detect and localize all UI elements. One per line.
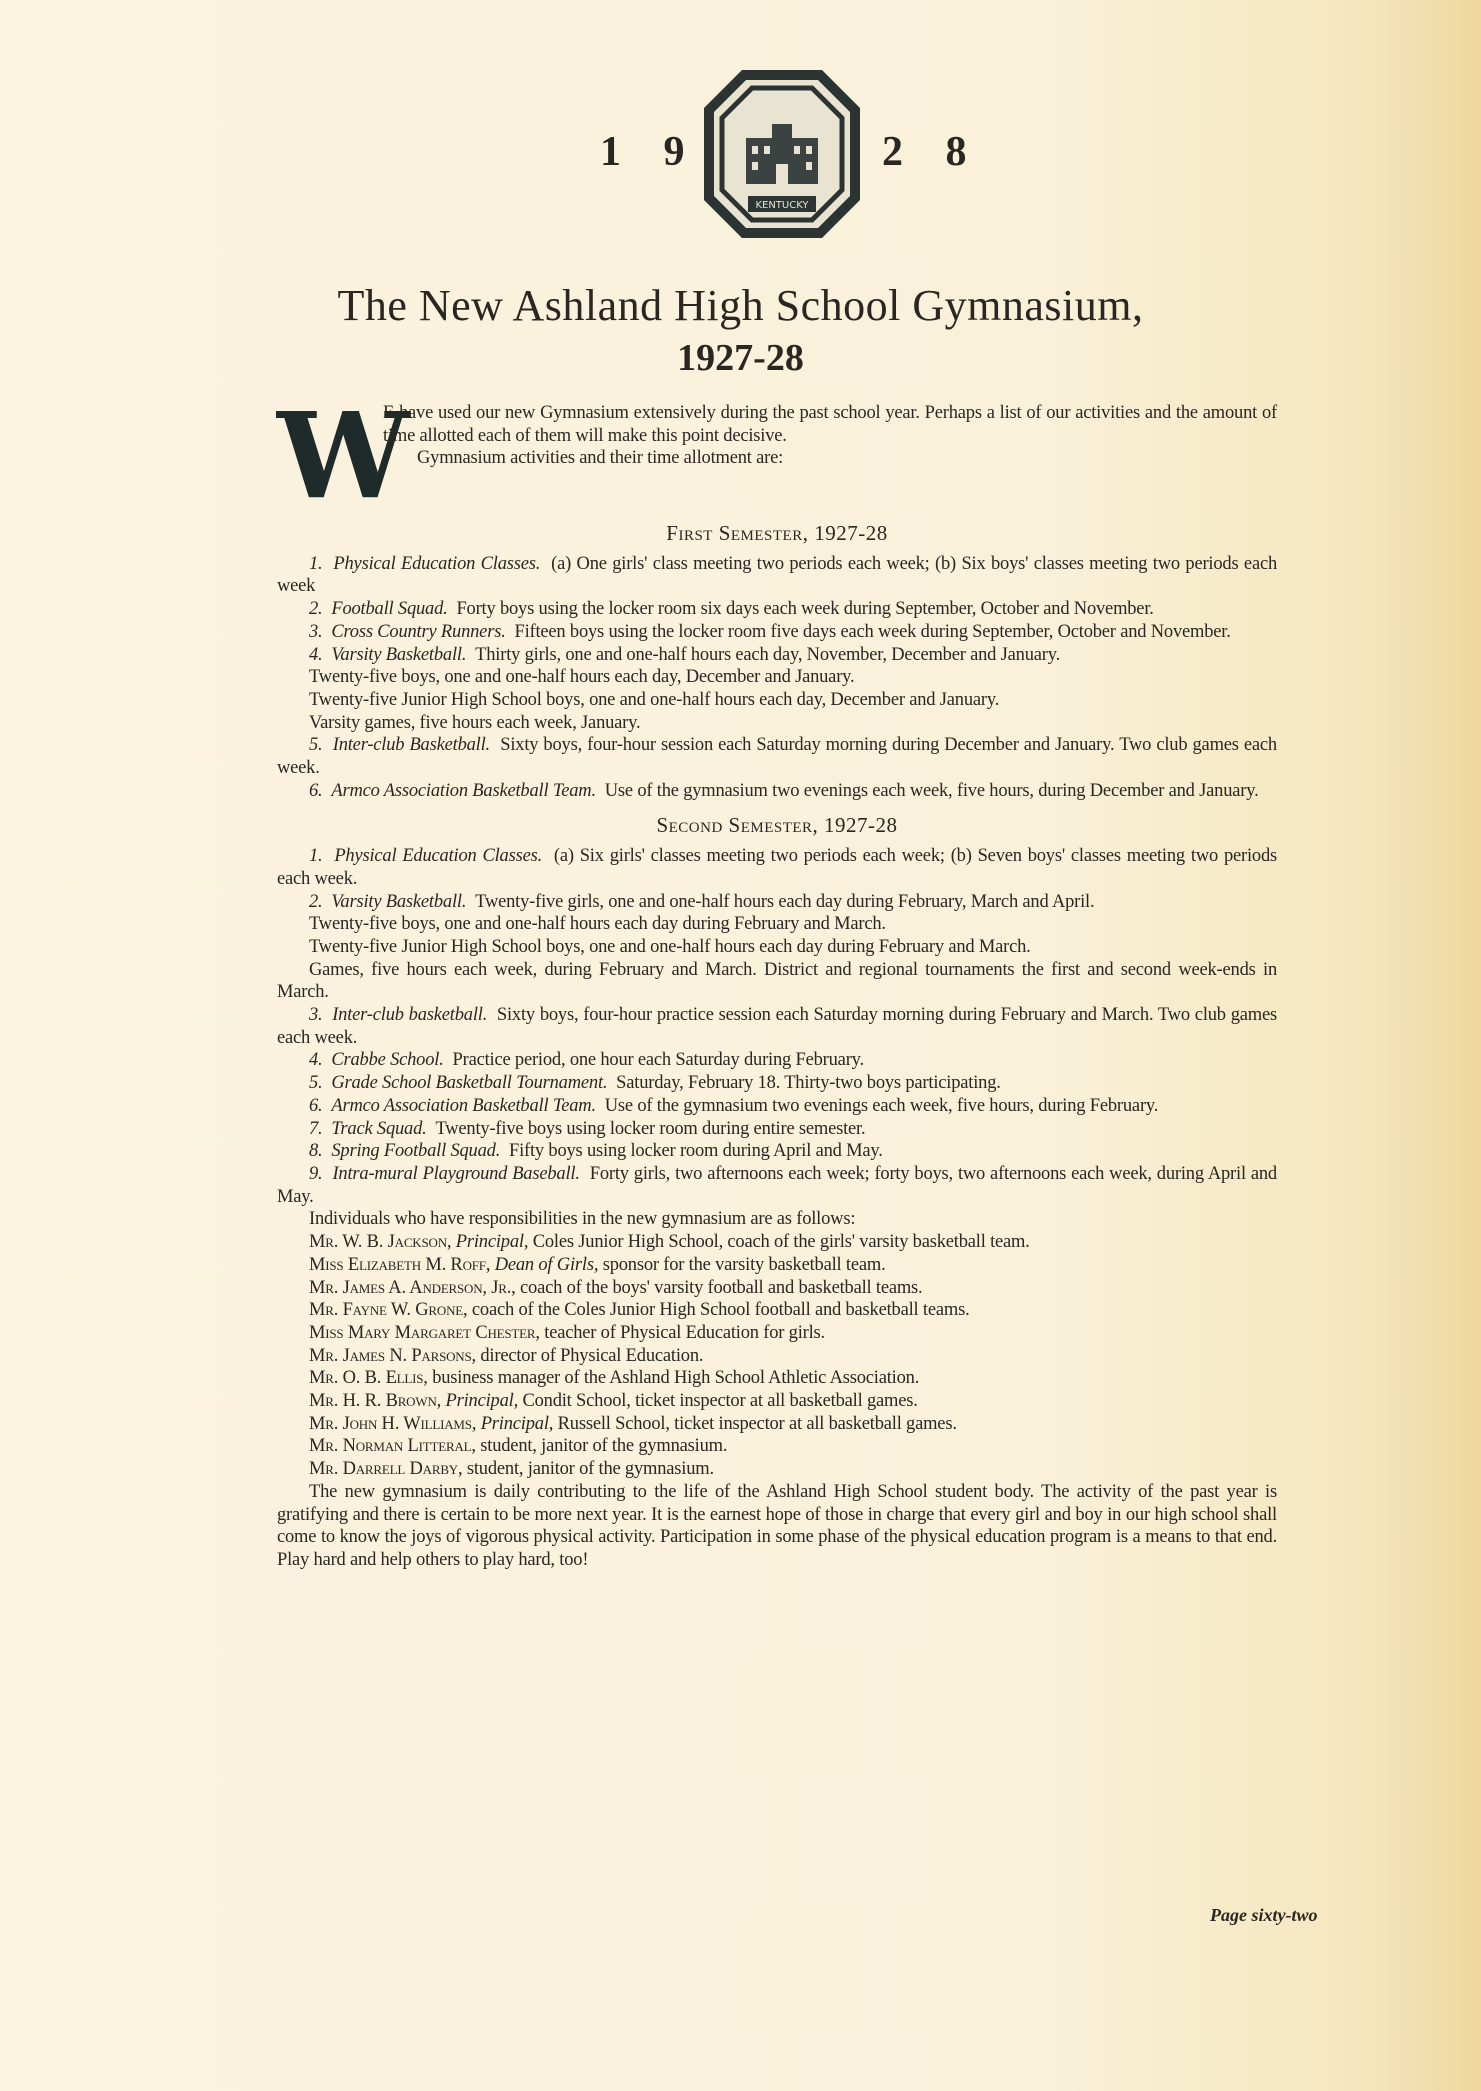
person-role: teacher of Physical Education for girls.	[544, 1322, 825, 1343]
activity-item	[277, 734, 1277, 779]
person-role: coach of the boys' varsity football and basketball teams.	[520, 1277, 923, 1298]
item-title: Armco Association Basketball Team.	[331, 1095, 596, 1116]
activity-item	[277, 666, 1277, 689]
person-role: sponsor for the varsity basketball team.	[602, 1254, 886, 1275]
person-title: Principal,	[455, 1232, 529, 1253]
item-title: Football Squad.	[331, 599, 448, 620]
item-number: 4.	[309, 1050, 323, 1071]
person-role: Coles Junior High School, coach of the girls' varsity basketball team.	[532, 1232, 1030, 1253]
activity-item	[277, 1163, 1277, 1208]
individual-entry	[277, 1299, 1277, 1322]
person-name: Miss Mary Margaret Chester,	[309, 1322, 540, 1343]
year-left: 1 9	[600, 129, 701, 175]
activity-item	[277, 598, 1277, 621]
item-title: Physical Education Classes.	[334, 846, 543, 867]
individual-entry	[277, 1322, 1277, 1345]
individual-entry	[277, 1277, 1277, 1300]
activity-item	[277, 1004, 1277, 1049]
activity-item	[277, 553, 1277, 598]
item-title: Armco Association Basketball Team.	[331, 780, 596, 801]
item-text: Twenty-five boys, one and one-half hours each day, December and January.	[309, 667, 855, 688]
activity-item	[277, 689, 1277, 712]
person-name: Mr. James A. Anderson, Jr.,	[309, 1277, 516, 1298]
second-semester-heading: Second Semester, 1927-28	[656, 813, 898, 838]
item-number: 8.	[309, 1141, 323, 1162]
individuals-list	[277, 1231, 1277, 1481]
item-number: 6.	[309, 1095, 323, 1116]
article-body	[277, 386, 1278, 1572]
item-text: Sixty boys, four-hour practice session each Saturday morning during February and March. Two club games each week.	[277, 1005, 1277, 1048]
item-text: Fifteen boys using the locker room five days each week during September, October and November.	[514, 621, 1231, 642]
item-text: Use of the gymnasium two evenings each week, five hours, during February.	[604, 1095, 1159, 1116]
item-text: Use of the gymnasium two evenings each week, five hours, during December and January.	[604, 780, 1259, 801]
activity-item	[277, 959, 1277, 1004]
person-role: coach of the Coles Junior High School football and basketball teams.	[471, 1300, 970, 1321]
page-title: The New Ashland High School Gymnasium,	[337, 281, 1144, 330]
person-role: Condit School, ticket inspector at all basketball games.	[522, 1391, 918, 1412]
item-number: 6.	[309, 780, 323, 801]
person-title: Principal,	[445, 1391, 519, 1412]
closing-paragraph: The new gymnasium is daily contributing to the life of the Ashland High School student body. The activity of the past year is gratifying and there is certain to be more next year. It is the earnest hope of those in charge that every girl and boy in our high school shall come to know the joys of vigorous physical activity. Participation in some phase of the physical education program is a means to that end. Play hard and help others to play hard, too!	[277, 1481, 1277, 1570]
individual-entry	[277, 1254, 1277, 1277]
person-name: Mr. W. B. Jackson,	[309, 1232, 452, 1253]
item-text: Varsity games, five hours each week, January.	[309, 712, 641, 733]
person-name: Mr. Norman Litteral,	[309, 1436, 476, 1457]
item-number: 4.	[309, 644, 323, 665]
item-text: Twenty-five boys using locker room during entire semester.	[435, 1118, 866, 1139]
item-title: Varsity Basketball.	[331, 644, 467, 665]
item-number: 3.	[309, 621, 323, 642]
item-text: Sixty boys, four-hour session each Saturday morning during December and January. Two club games each week.	[277, 735, 1277, 779]
person-role: Russell School, ticket inspector at all basketball games.	[557, 1413, 957, 1434]
item-text: (a) Six girls' classes meeting two periods each week; (b) Seven boys' classes meeting two periods each week.	[277, 846, 1277, 889]
item-number: 2.	[309, 599, 323, 620]
individual-entry	[277, 1367, 1277, 1390]
individuals-intro: Individuals who have responsibilities in the new gymnasium are as follows:	[309, 1209, 856, 1230]
individual-entry	[277, 1231, 1277, 1254]
item-number: 1.	[309, 846, 323, 867]
person-name: Mr. Darrell Darby,	[309, 1459, 463, 1480]
individual-entry	[277, 1390, 1277, 1413]
item-text: (a) One girls' class meeting two periods each week; (b) Six boys' classes meeting two periods each week	[277, 553, 1278, 597]
second-semester-list	[277, 845, 1277, 1208]
activity-item	[277, 845, 1277, 890]
item-text: Twenty-five Junior High School boys, one and one-half hours each day during February and March.	[309, 936, 1031, 957]
person-name: Mr. O. B. Ellis,	[309, 1368, 428, 1389]
person-role: director of Physical Education.	[480, 1345, 704, 1366]
activity-item	[277, 913, 1277, 936]
item-text: Twenty-five girls, one and one-half hours each day during February, March and April.	[475, 891, 1095, 912]
page-number: Page sixty-two	[1210, 1905, 1318, 1925]
item-title: Spring Football Squad.	[331, 1141, 501, 1162]
first-semester-heading: First Semester, 1927-28	[666, 521, 888, 545]
item-title: Crabbe School.	[331, 1050, 444, 1071]
intro-paragraph-2: Gymnasium activities and their time allotment are:	[417, 448, 784, 469]
item-number: 1.	[309, 553, 323, 574]
first-semester-list	[277, 553, 1277, 803]
item-title: Grade School Basketball Tournament.	[331, 1073, 608, 1094]
person-name: Mr. H. R. Brown,	[309, 1391, 442, 1412]
person-name: Miss Elizabeth M. Roff,	[309, 1254, 491, 1275]
item-text: Forty boys using the locker room six days each week during September, October and November.	[456, 599, 1154, 620]
activity-item	[277, 1049, 1277, 1072]
activity-item	[277, 1072, 1277, 1095]
person-name: Mr. James N. Parsons,	[309, 1345, 476, 1366]
person-name: Mr. Fayne W. Grone,	[309, 1300, 468, 1321]
page-subtitle: 1927-28	[677, 337, 804, 379]
drop-cap: W	[277, 386, 410, 525]
item-title: Inter-club basketball.	[332, 1005, 488, 1026]
item-title: Inter-club Basketball.	[332, 735, 490, 756]
item-title: Intra-mural Playground Baseball.	[332, 1163, 580, 1184]
person-role: business manager of the Ashland High School Athletic Association.	[432, 1368, 920, 1389]
activity-item	[277, 936, 1277, 959]
item-number: 2.	[309, 891, 323, 912]
item-title: Cross Country Runners.	[331, 621, 506, 642]
activity-item	[277, 1095, 1277, 1118]
activity-item	[277, 644, 1277, 667]
item-title: Physical Education Classes.	[333, 553, 541, 574]
item-text: Fifty boys using locker room during April and May.	[509, 1141, 883, 1162]
item-text: Practice period, one hour each Saturday during February.	[452, 1050, 864, 1071]
year-right: 2 8	[882, 129, 983, 175]
activity-item	[277, 712, 1277, 735]
person-title: Dean of Girls,	[494, 1254, 599, 1275]
svg-text:KENTUCKY: KENTUCKY	[755, 200, 809, 211]
person-role: student, janitor of the gymnasium.	[466, 1459, 714, 1480]
individual-entry	[277, 1435, 1277, 1458]
item-text: Twenty-five Junior High School boys, one and one-half hours each day, December and January.	[309, 689, 1000, 710]
item-number: 9.	[309, 1163, 323, 1184]
item-title: Track Squad.	[331, 1118, 427, 1139]
item-text: Twenty-five boys, one and one-half hours each day during February and March.	[309, 914, 886, 935]
school-seal-emblem	[702, 68, 862, 240]
item-text: Games, five hours each week, during February and March. District and regional tournaments the first and second week-ends in March.	[277, 959, 1277, 1003]
activity-item	[277, 1118, 1277, 1141]
individual-entry	[277, 1345, 1277, 1368]
item-title: Varsity Basketball.	[331, 891, 467, 912]
activity-item	[277, 1140, 1277, 1163]
activity-item	[277, 780, 1277, 803]
item-number: 5.	[309, 735, 323, 756]
item-number: 5.	[309, 1073, 323, 1094]
person-role: student, janitor of the gymnasium.	[480, 1436, 728, 1457]
person-title: Principal,	[480, 1413, 554, 1434]
individual-entry	[277, 1458, 1277, 1481]
individual-entry	[277, 1413, 1277, 1436]
intro-paragraph: E have used our new Gymnasium extensively during the past school year. Perhaps a list of our activities and the amount of time allotted each of them will make this point decisive.	[383, 403, 1277, 446]
item-text: Thirty girls, one and one-half hours each day, November, December and January.	[475, 644, 1060, 665]
person-name: Mr. John H. Williams,	[309, 1413, 477, 1434]
activity-item	[277, 891, 1277, 914]
item-text: Saturday, February 18. Thirty-two boys participating.	[616, 1073, 1001, 1094]
item-number: 3.	[309, 1005, 323, 1026]
item-number: 7.	[309, 1118, 323, 1139]
item-text: Forty girls, two afternoons each week; forty boys, two afternoons each week, during April and May.	[277, 1163, 1277, 1207]
activity-item	[277, 621, 1277, 644]
